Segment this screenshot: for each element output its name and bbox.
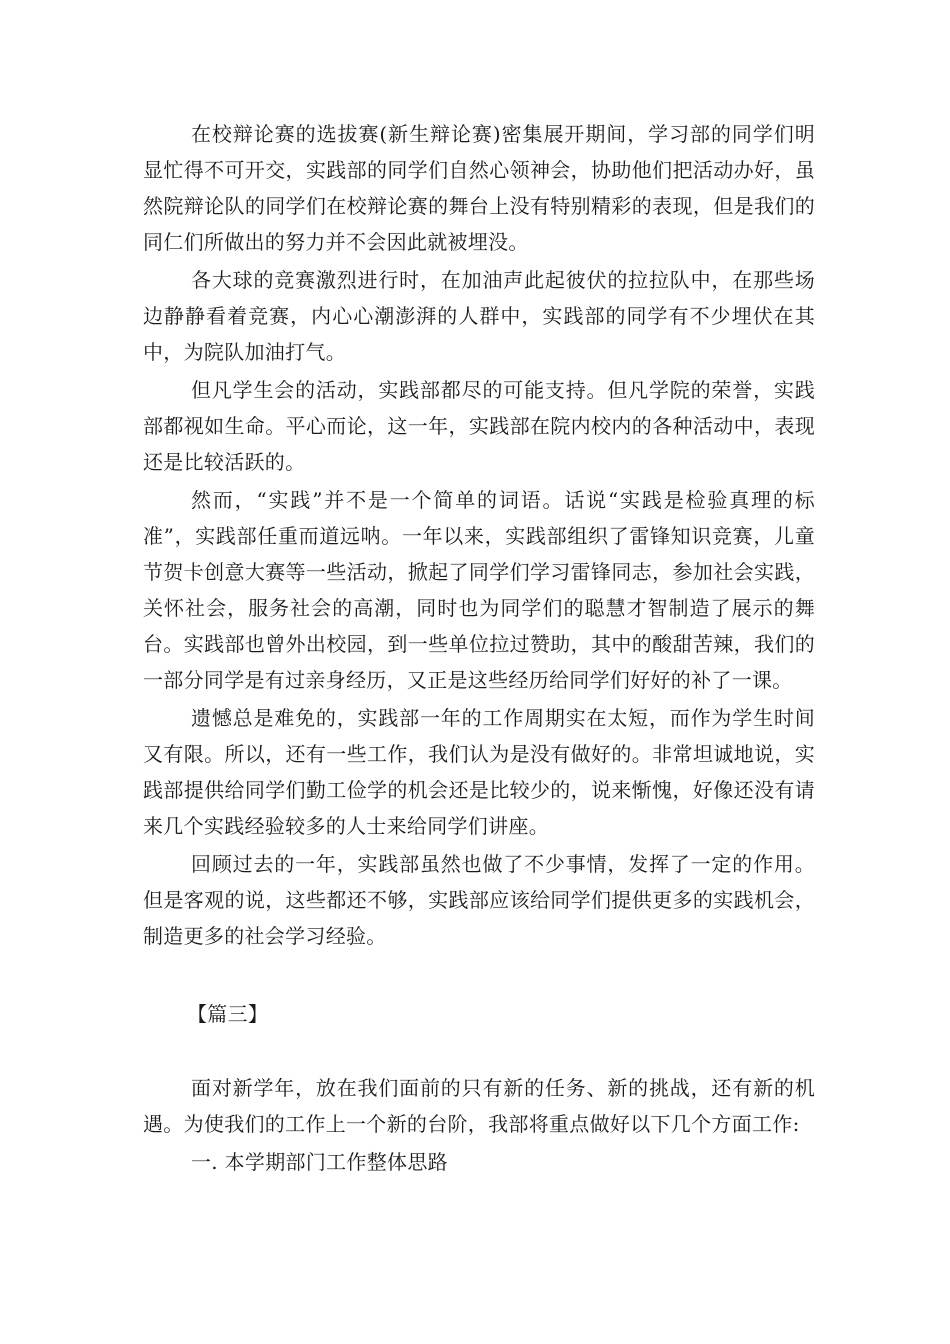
section-heading: 【篇三】 bbox=[187, 1002, 269, 1026]
paragraph-debate: 在校辩论赛的选拔赛(新生辩论赛)密集展开期间，学习部的同学们明显忙得不可开交，实践部的同学们自然心领神会，协助他们把活动办好，虽然院辩论队的同学们在校辩论赛的舞台上没有特别精彩的表现，但是我们的同仁们所做出的努力并不会因此就被埋没。 bbox=[143, 122, 815, 254]
paragraph-new-year: 面对新学年，放在我们面前的只有新的任务、新的挑战，还有新的机遇。为使我们的工作上一个新的台阶，我部将重点做好以下几个方面工作: bbox=[143, 1076, 815, 1136]
document-body bbox=[143, 116, 815, 1180]
spacer bbox=[143, 1032, 815, 1070]
paragraph-support: 但凡学生会的活动，实践部都尽的可能支持。但凡学院的荣誉，实践部都视如生命。平心而论，这一年，实践部在院内校内的各种活动中，表现还是比较活跃的。 bbox=[143, 378, 815, 474]
outline-item: 一. 本学期部门工作整体思路 bbox=[191, 1150, 448, 1174]
paragraph-practice: 然而，“实践”并不是一个简单的词语。话说“实践是检验真理的标准”，实践部任重而道远呐。一年以来，实践部组织了雷锋知识竞赛，儿童节贺卡创意大赛等一些活动，掀起了同学们学习雷锋同志，参加社会实践，关怀社会，服务社会的高潮，同时也为同学们的聪慧才智制造了展示的舞台。实践部也曾外出校园，到一些单位拉过赞助，其中的酸甜苦辣，我们的一部分同学是有过亲身经历，又正是这些经历给同学们好好的补了一课。 bbox=[143, 488, 815, 692]
paragraph-ball-games: 各大球的竞赛激烈进行时，在加油声此起彼伏的拉拉队中，在那些场边静静看着竞赛，内心心潮澎湃的人群中，实践部的同学有不少埋伏在其中，为院队加油打气。 bbox=[143, 268, 815, 364]
paragraph-regrets: 遗憾总是难免的，实践部一年的工作周期实在太短，而作为学生时间又有限。所以，还有一些工作，我们认为是没有做好的。非常坦诚地说，实践部提供给同学们勤工俭学的机会还是比较少的，说来惭愧，好像还没有请来几个实践经验较多的人士来给同学们讲座。 bbox=[143, 706, 815, 838]
paragraph-review: 回顾过去的一年，实践部虽然也做了不少事情，发挥了一定的作用。但是客观的说，这些都还不够，实践部应该给同学们提供更多的实践机会，制造更多的社会学习经验。 bbox=[143, 852, 815, 948]
spacer bbox=[143, 956, 815, 996]
